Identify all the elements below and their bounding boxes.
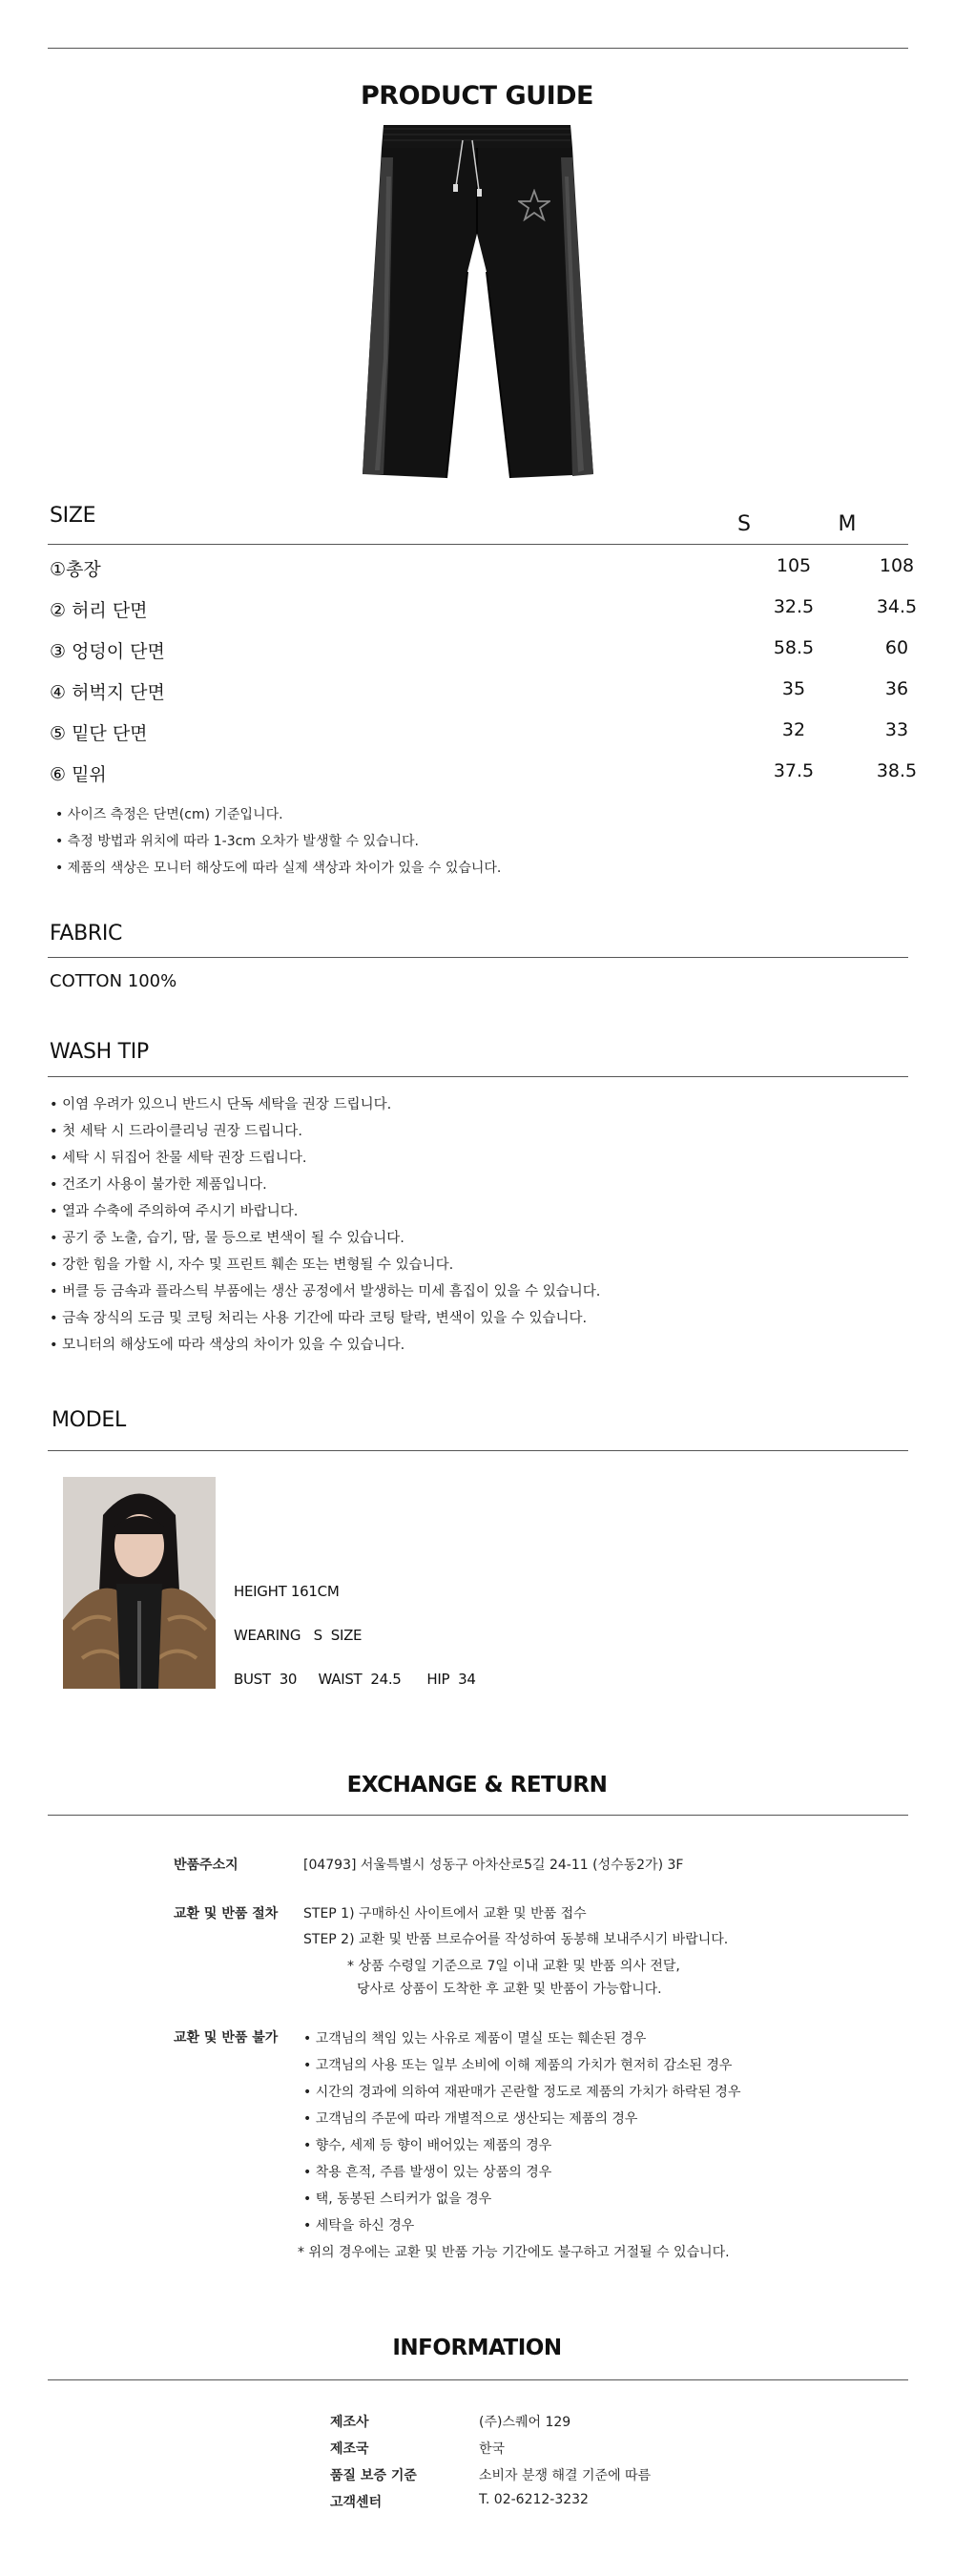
exchange-section-title: EXCHANGE & RETURN: [346, 1773, 608, 1797]
size-row-label: ⑥ 밑위: [50, 764, 107, 785]
wash-tip-item: • 열과 수축에 주의하여 주시기 바랍니다.: [50, 1204, 299, 1219]
wash-tip-item: • 버클 등 금속과 플라스틱 부품에는 생산 공정에서 발생하는 미세 흠집이 있을 수 있습니다.: [50, 1284, 601, 1299]
size-row: [50, 637, 908, 675]
size-col-s: S: [737, 512, 751, 536]
info-value: 소비자 분쟁 해결 기준에 따름: [479, 2468, 652, 2483]
information-section-title: INFORMATION: [392, 2336, 562, 2360]
unavailable-item: • 세탁을 하신 경우: [303, 2218, 415, 2233]
unavailable-footnote: * 위의 경우에는 교환 및 반품 가능 기간에도 불구하고 거절될 수 있습니다.: [298, 2245, 730, 2260]
unavailable-item: • 착용 흔적, 주름 발생이 있는 상품의 경우: [303, 2165, 552, 2180]
unavailable-item: • 향수, 세제 등 향이 배어있는 제품의 경우: [303, 2138, 552, 2153]
size-row: [50, 596, 918, 634]
size-note: • 제품의 색상은 모니터 해상도에 따라 실제 색상과 차이가 있을 수 있습니다.: [55, 861, 502, 876]
fabric-divider: [48, 957, 908, 958]
size-col-m: M: [838, 512, 857, 536]
size-divider: [48, 544, 908, 545]
size-row-m: 38.5: [876, 760, 918, 781]
info-key: 제조사: [330, 2415, 369, 2430]
process-note: * 상품 수령일 기준으로 7일 이내 교환 및 반품 의사 전달,: [347, 1959, 680, 1974]
size-row: [50, 678, 908, 717]
size-row-s: 58.5: [773, 637, 815, 658]
wash-tip-item: • 금속 장식의 도금 및 코팅 처리는 사용 기간에 따라 코팅 탈락, 변색이 있을 수 있습니다.: [50, 1311, 588, 1326]
wash-tip-item: • 강한 힘을 가할 시, 자수 및 프린트 훼손 또는 변형될 수 있습니다.: [50, 1257, 454, 1273]
wash-tip-item: • 세탁 시 뒤집어 찬물 세탁 권장 드립니다.: [50, 1151, 307, 1166]
size-row-m: 36: [884, 678, 909, 699]
unavailable-item: • 고객님의 책임 있는 사유로 제품이 멸실 또는 훼손된 경우: [303, 2031, 647, 2046]
info-value: 한국: [479, 2441, 506, 2457]
size-note: • 사이즈 측정은 단면(cm) 기준입니다.: [55, 807, 283, 822]
unavailable-item: • 택, 동봉된 스티커가 없을 경우: [303, 2192, 492, 2207]
model-wearing: WEARING S SIZE: [234, 1627, 363, 1644]
model-photo: [63, 1477, 216, 1689]
process-label: 교환 및 반품 절차: [174, 1906, 279, 1922]
wash-tip-item: • 모니터의 해상도에 따라 색상의 차이가 있을 수 있습니다.: [50, 1338, 405, 1353]
size-row-label: ⑤ 밑단 단면: [50, 723, 148, 744]
page-title: PRODUCT GUIDE: [361, 81, 593, 111]
top-divider: [48, 48, 908, 49]
size-note: • 측정 방법과 위치에 따라 1-3cm 오차가 발생할 수 있습니다.: [55, 834, 419, 849]
unavailable-item: • 고객님의 사용 또는 일부 소비에 이해 제품의 가치가 현저히 감소된 경우: [303, 2058, 733, 2073]
size-row-label: ③ 엉덩이 단면: [50, 641, 165, 662]
size-row-s: 32: [781, 719, 806, 740]
wash-section-title: WASH TIP: [50, 1040, 149, 1064]
info-value: (주)스퀘어 129: [479, 2415, 571, 2430]
wash-tip-item: • 이염 우려가 있으니 반드시 단독 세탁을 권장 드립니다.: [50, 1097, 392, 1112]
size-row-label: ④ 허벅지 단면: [50, 682, 165, 703]
fabric-value: COTTON 100%: [50, 971, 177, 991]
process-note: 당사로 상품이 도착한 후 교환 및 반품이 가능합니다.: [357, 1982, 662, 1997]
size-row-label: ①총장: [50, 559, 101, 580]
star-emblem-icon: [518, 189, 550, 221]
fabric-section-title: FABRIC: [50, 922, 123, 945]
unavailable-label: 교환 및 반품 불가: [174, 2030, 279, 2046]
size-row-m: 33: [884, 719, 909, 740]
exchange-divider: [48, 1815, 908, 1816]
product-image: [343, 119, 611, 482]
size-row-s: 105: [776, 555, 812, 576]
size-row: [50, 555, 915, 593]
size-row-m: 34.5: [876, 596, 918, 617]
info-key: 제조국: [330, 2441, 369, 2457]
wash-tip-item: • 공기 중 노출, 습기, 땀, 물 등으로 변색이 될 수 있습니다.: [50, 1231, 404, 1246]
model-section-title: MODEL: [52, 1408, 126, 1432]
size-row-m: 108: [879, 555, 915, 576]
size-section-title: SIZE: [50, 504, 96, 528]
size-row: [50, 760, 918, 799]
unavailable-item: • 고객님의 주문에 따라 개별적으로 생산되는 제품의 경우: [303, 2111, 638, 2127]
information-divider: [48, 2379, 908, 2380]
info-key: 고객센터: [330, 2495, 383, 2510]
model-height: HEIGHT 161CM: [234, 1583, 340, 1600]
size-row-m: 60: [884, 637, 909, 658]
size-row: [50, 719, 908, 758]
process-step: STEP 1) 구매하신 사이트에서 교환 및 반품 접수: [303, 1906, 587, 1922]
return-address-label: 반품주소지: [174, 1858, 238, 1873]
return-address-value: [04793] 서울특별시 성동구 아차산로5길 24-11 (성수동2가) 3F: [303, 1858, 684, 1873]
model-divider: [48, 1450, 908, 1451]
model-measurements: BUST 30 WAIST 24.5 HIP 34: [234, 1671, 476, 1688]
info-value: T. 02-6212-3232: [479, 2492, 589, 2507]
size-row-s: 32.5: [773, 596, 815, 617]
info-key: 품질 보증 기준: [330, 2468, 417, 2483]
wash-tip-item: • 건조기 사용이 불가한 제품입니다.: [50, 1177, 267, 1193]
wash-divider: [48, 1076, 908, 1077]
size-row-s: 37.5: [773, 760, 815, 781]
unavailable-item: • 시간의 경과에 의하여 재판매가 곤란할 정도로 제품의 가치가 하락된 경우: [303, 2085, 741, 2100]
process-step: STEP 2) 교환 및 반품 브로슈어를 작성하여 동봉해 보내주시기 바랍니다.: [303, 1932, 729, 1947]
size-row-s: 35: [781, 678, 806, 699]
wash-tip-item: • 첫 세탁 시 드라이클리닝 권장 드립니다.: [50, 1124, 302, 1139]
size-row-label: ② 허리 단면: [50, 600, 148, 621]
